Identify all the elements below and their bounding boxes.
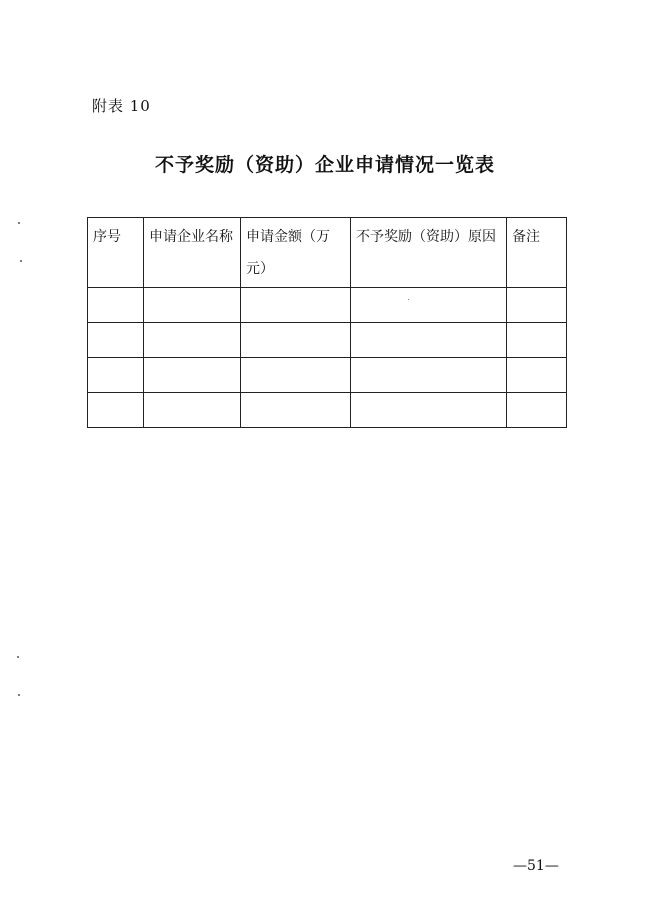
page-number: —51— (513, 858, 559, 874)
table-cell (351, 358, 507, 393)
table-row (88, 393, 567, 428)
scan-speck (18, 222, 20, 224)
table-row (88, 323, 567, 358)
scan-speck (17, 656, 19, 658)
table-cell (88, 288, 144, 323)
table-cell (351, 323, 507, 358)
column-header-amount: 申请金额（万元） (241, 218, 351, 288)
table-cell (351, 393, 507, 428)
table-cell (241, 393, 351, 428)
column-header-reason: 不予奖励（资助）原因 (351, 218, 507, 288)
document-title: 不予奖励（资助）企业申请情况一览表 (154, 154, 495, 176)
column-header-remarks: 备注 (507, 218, 567, 288)
scan-speck (408, 299, 409, 300)
annex-label: 附表 10 (92, 97, 151, 115)
column-header-company-name: 申请企业名称 (144, 218, 241, 288)
table-cell (88, 393, 144, 428)
table-cell (351, 288, 507, 323)
table-cell (241, 288, 351, 323)
table-cell (507, 358, 567, 393)
table-row (88, 358, 567, 393)
table-cell (241, 323, 351, 358)
table-cell (507, 323, 567, 358)
table-cell (144, 288, 241, 323)
table-cell (144, 393, 241, 428)
summary-table (87, 217, 567, 428)
table-cell (144, 358, 241, 393)
column-header-serial: 序号 (88, 218, 144, 288)
table-cell (507, 393, 567, 428)
table-row (88, 288, 567, 323)
table-cell (144, 323, 241, 358)
table-cell (507, 288, 567, 323)
scan-speck (18, 694, 20, 696)
table-cell (241, 358, 351, 393)
table-cell (88, 358, 144, 393)
table-cell (88, 323, 144, 358)
table-header-row (88, 218, 567, 288)
scan-speck (20, 260, 22, 262)
